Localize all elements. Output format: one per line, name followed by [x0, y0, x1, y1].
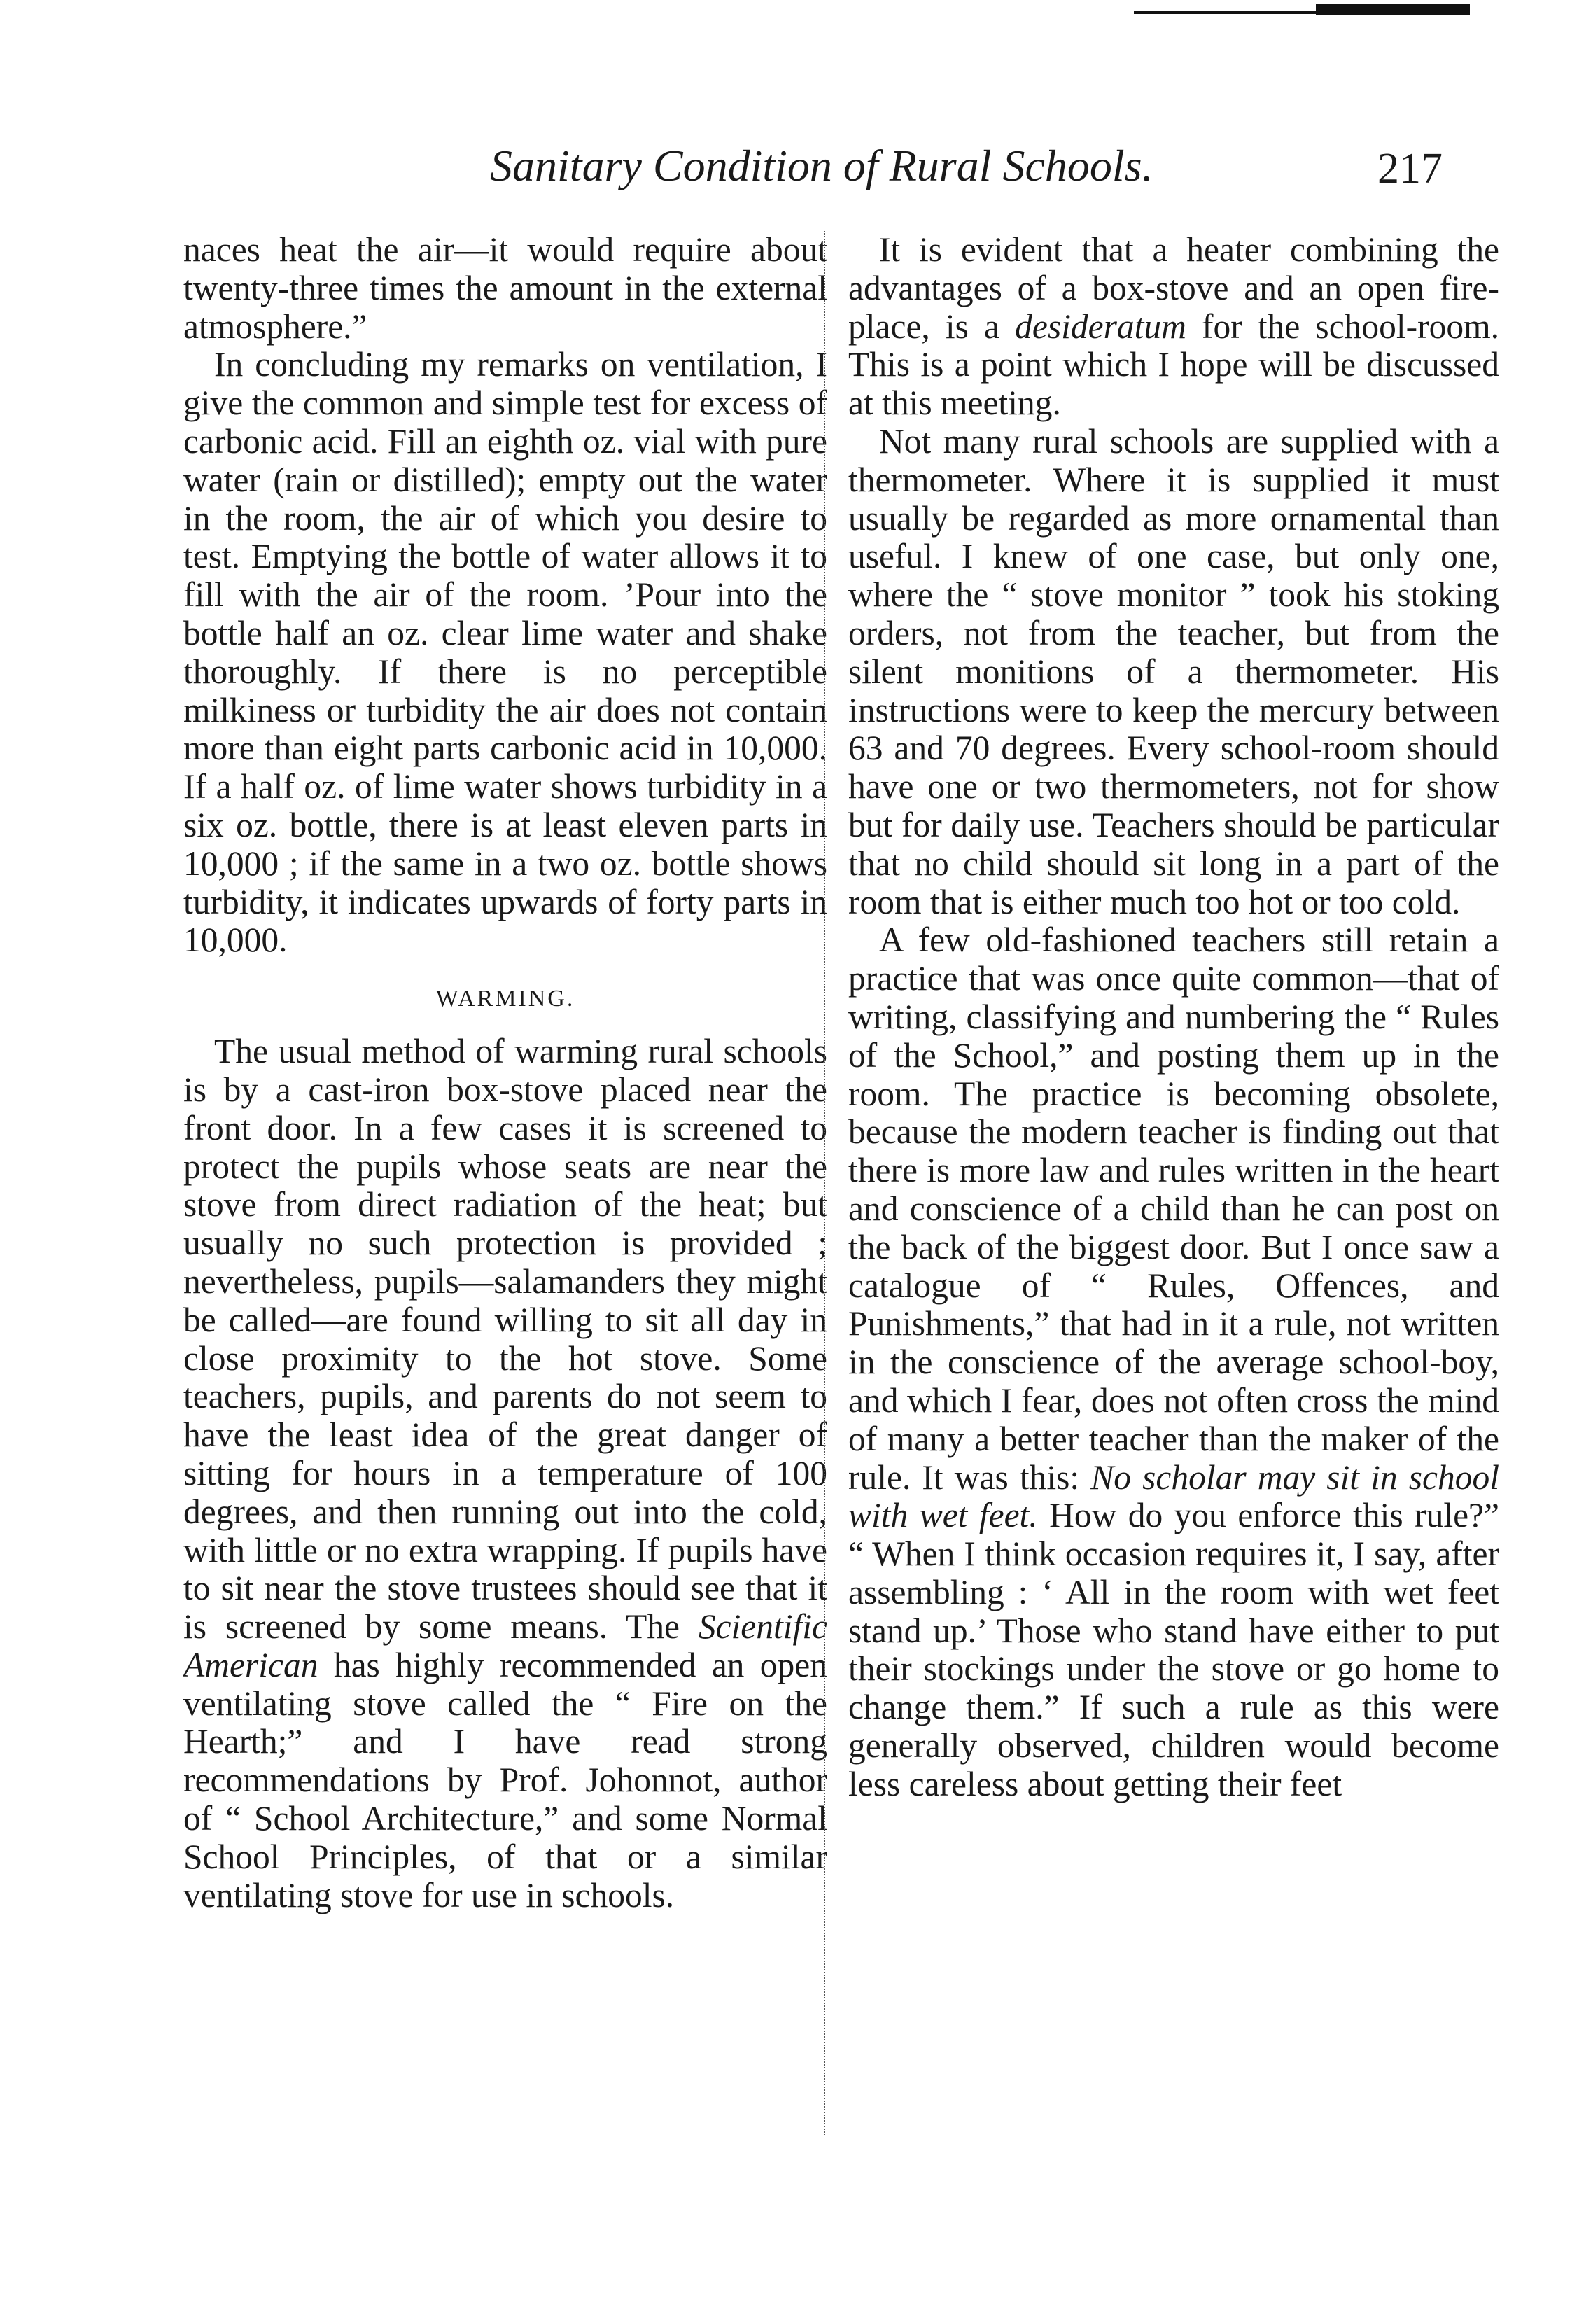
wet-feet-rule: No scholar may sit in school with wet feet.: [848, 1457, 1499, 1535]
left-paragraph-3-part-b: has highly recommended an open ventilating stove called the “ Fire on the Hearth;” and I have read strong recommendations by Prof. Johonnot, author of “ School Architecture,” and some Normal School Principles, of that or a similar ventilating stove for use in schools.: [183, 1645, 827, 1914]
right-column: [848, 231, 1499, 2177]
desideratum-word: desideratum: [1015, 307, 1186, 346]
scientific-american-title: Scientific American: [183, 1607, 827, 1684]
right-paragraph-1: [848, 231, 1499, 423]
right-paragraph-2: Not many rural schools are supplied with a thermometer. Where it is supplied it must usually be regarded as more ornamental than useful. I knew of one case, but only one, where the “ stove monitor ” took his stoking orders, not from the teacher, but from the silent monitions of a thermometer. His instructions were to keep the mercury between 63 and 70 degrees. Every school-room should have one or two thermometers, not for show but for daily use. Teachers should be particular that no child should sit long in a part of the room that is either much too hot or too cold.: [848, 421, 1499, 921]
page-number: 217: [1377, 145, 1443, 192]
left-paragraph-2: In concluding my remarks on ventilation, I give the common and simple test for excess of carbonic acid. Fill an eighth oz. vial with pure water (rain or distilled); empty out the water in the room, the air of which you desire to test. Emptying the bottle of water allows it to fill with the air of the room. ’Pour into the bottle half an oz. clear lime water and shake thoroughly. If there is no perceptible milkiness or turbidity the air does not contain more than eight parts carbonic acid in 10,000. If a half oz. of lime water shows turbidity in a six oz. bottle, there is at least eleven parts in 10,000 ; if the same in a two oz. bottle shows turbidity, it indicates upwards of forty parts in 10,000.: [183, 345, 827, 960]
left-paragraph-1: naces heat the air—it would require about twenty-three times the amount in the external atmosphere.”: [183, 231, 827, 346]
right-paragraph-3: [848, 921, 1499, 1803]
section-heading-warming: WARMING.: [435, 986, 575, 1012]
right-paragraph-1-part-a: It is evident that a heater combining the advantages of a box-stove and an open fire-place, is a: [848, 231, 1499, 346]
right-paragraph-1-part-b: for the school-room. This is a point which I hope will be discussed at this meeting.: [848, 307, 1499, 423]
left-paragraph-3-part-a: The usual method of warming rural schools is by a cast-iron box-stove placed near the front door. In a few cases it is screened to protect the pupils whose seats are near the stove from direct radiation of the heat; but usually no such protection is provided ; nevertheless, pupils—salamanders they might be called—are found willing to sit all day in close proximity to the hot stove. Some teachers, pupils, and parents do not seem to have the least idea of the great danger of sitting for hours in a temperature of 100 degrees, and then running out into the cold, with little or no extra wrapping. If pupils have to sit near the stove trustees should see that it is screened by some means. The: [183, 1032, 827, 1646]
right-paragraph-3-part-b: How do you enforce this rule?” “ When I think occasion requires it, I say, after assembling : ‘ All in the room with wet feet stand up.’ Those who stand have either to put their stockings under the stove or go home to change them.” If such a rule as this were generally observed, children would become less careless about getting their feet: [848, 1496, 1499, 1803]
left-paragraph-3: [183, 1032, 827, 1914]
column-divider: [824, 231, 825, 2135]
running-title: Sanitary Condition of Rural Schools.: [490, 141, 1153, 190]
top-edge-mark: [1316, 4, 1470, 15]
right-paragraph-3-part-a: A few old-fashioned teachers still retain a practice that was once quite common—that of writing, classifying and numbering the “ Rules of the School,” and posting them up in the room. The practice is becoming obsolete, because the modern teacher is finding out that there is more law and rules written in the heart and conscience of a child than he can post on the back of the biggest door. But I once saw a catalogue of “ Rules, Offences, and Punishments,” that had in it a rule, not written in the conscience of the average school-boy, and which I fear, does not often cross the mind of many a better teacher than the maker of the rule. It was this:: [848, 920, 1499, 1497]
left-column: [183, 231, 827, 2177]
